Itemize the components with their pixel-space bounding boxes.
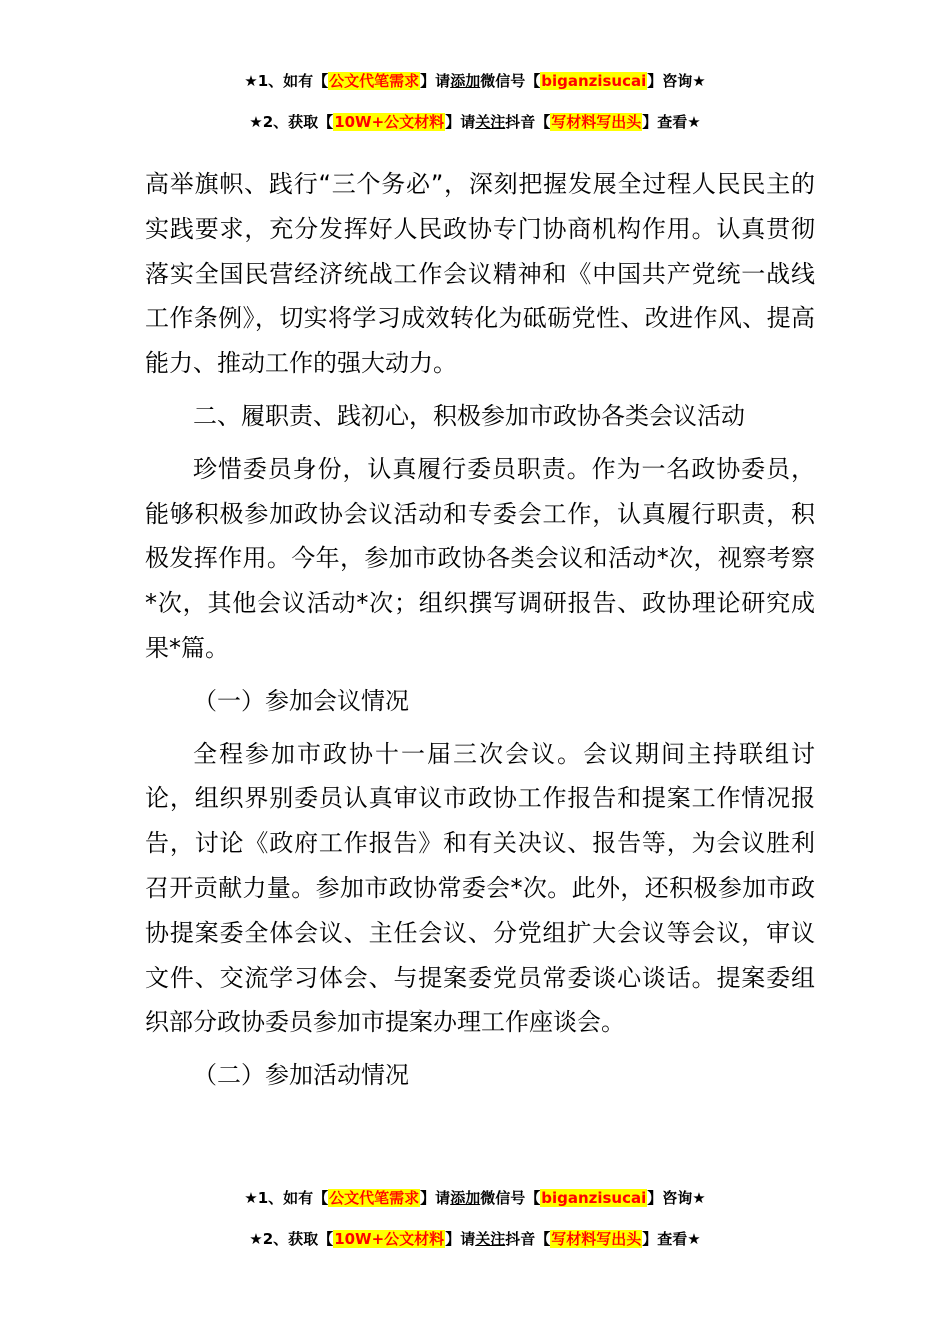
footer-line1-suffix: 】咨询★ bbox=[647, 1189, 706, 1207]
header-line1-suffix: 】咨询★ bbox=[647, 72, 706, 90]
footer-line2-highlight-materials: 10W+公文材料 bbox=[334, 1230, 445, 1248]
header-banner-line1 bbox=[0, 70, 950, 92]
header-line2-suffix: 】查看★ bbox=[642, 113, 701, 131]
footer-line2-suffix: 】查看★ bbox=[642, 1230, 701, 1248]
header-line1-highlight-wechat: biganzisucai bbox=[541, 72, 647, 90]
header-line1-mid2: 微信号【 bbox=[480, 72, 541, 90]
footer-line1-highlight-service: 公文代笔需求 bbox=[329, 1189, 420, 1207]
header-line2-mid2: 抖音【 bbox=[505, 113, 551, 131]
footer-line1-underline: 添加 bbox=[450, 1189, 481, 1207]
section-heading-2: 二、履职责、践初心，积极参加市政协各类会议活动 bbox=[193, 401, 745, 430]
footer-banner-line1 bbox=[0, 1187, 950, 1209]
footer-line1-mid2: 微信号【 bbox=[480, 1189, 541, 1207]
header-line2-highlight-materials: 10W+公文材料 bbox=[334, 113, 445, 131]
header-banner-line2 bbox=[0, 111, 950, 133]
footer-line1-highlight-wechat: biganzisucai bbox=[541, 1189, 647, 1207]
footer-line2-mid1: 】请 bbox=[445, 1230, 476, 1248]
header-line2-highlight-douyin: 写材料写出头 bbox=[551, 113, 642, 131]
header-line1-underline: 添加 bbox=[450, 72, 481, 90]
footer-line2-prefix: ★2、获取【 bbox=[249, 1230, 334, 1248]
paragraph-2: 珍惜委员身份，认真履行委员职责。作为一名政协委员，能够积极参加政协会议活动和专委会工作，认真履行职责，积极发挥作用。今年，参加市政协各类会议和活动*次，视察考察*次，其他会议活动*次；组织撰写调研报告、政协理论研究成果*篇。 bbox=[145, 454, 815, 662]
subsection-heading-2: （二）参加活动情况 bbox=[193, 1061, 409, 1090]
header-line2-mid1: 】请 bbox=[445, 113, 476, 131]
header-line2-prefix: ★2、获取【 bbox=[249, 113, 334, 131]
header-line1-mid1: 】请 bbox=[420, 72, 451, 90]
header-line2-underline: 关注 bbox=[475, 113, 506, 131]
footer-line2-highlight-douyin: 写材料写出头 bbox=[551, 1230, 642, 1248]
paragraph-3: 全程参加市政协十一届三次会议。会议期间主持联组讨论，组织界别委员认真审议市政协工作报告和提案工作情况报告，讨论《政府工作报告》和有关决议、报告等，为会议胜利召开贡献力量。参加市政协常委会*次。此外，还积极参加市政协提案委全体会议、主任会议、分党组扩大会议等会议，审议文件、交流学习体会、与提案委党员常委谈心谈话。提案委组织部分政协委员参加市提案办理工作座谈会。 bbox=[145, 739, 815, 1037]
header-line1-highlight-service: 公文代笔需求 bbox=[329, 72, 420, 90]
footer-line2-mid2: 抖音【 bbox=[505, 1230, 551, 1248]
footer-line1-mid1: 】请 bbox=[420, 1189, 451, 1207]
header-line1-prefix: ★1、如有【 bbox=[244, 72, 329, 90]
footer-banner-line2 bbox=[0, 1228, 950, 1250]
footer-line1-prefix: ★1、如有【 bbox=[244, 1189, 329, 1207]
paragraph-1: 高举旗帜、践行“三个务必”，深刻把握发展全过程人民民主的实践要求，充分发挥好人民政协专门协商机构作用。认真贯彻落实全国民营经济统战工作会议精神和《中国共产党统一战线工作条例》，切实将学习成效转化为砥砺党性、改进作风、提高能力、推动工作的强大动力。 bbox=[145, 170, 815, 378]
subsection-heading-1: （一）参加会议情况 bbox=[193, 686, 409, 715]
footer-line2-underline: 关注 bbox=[475, 1230, 506, 1248]
document-body bbox=[145, 162, 815, 1098]
